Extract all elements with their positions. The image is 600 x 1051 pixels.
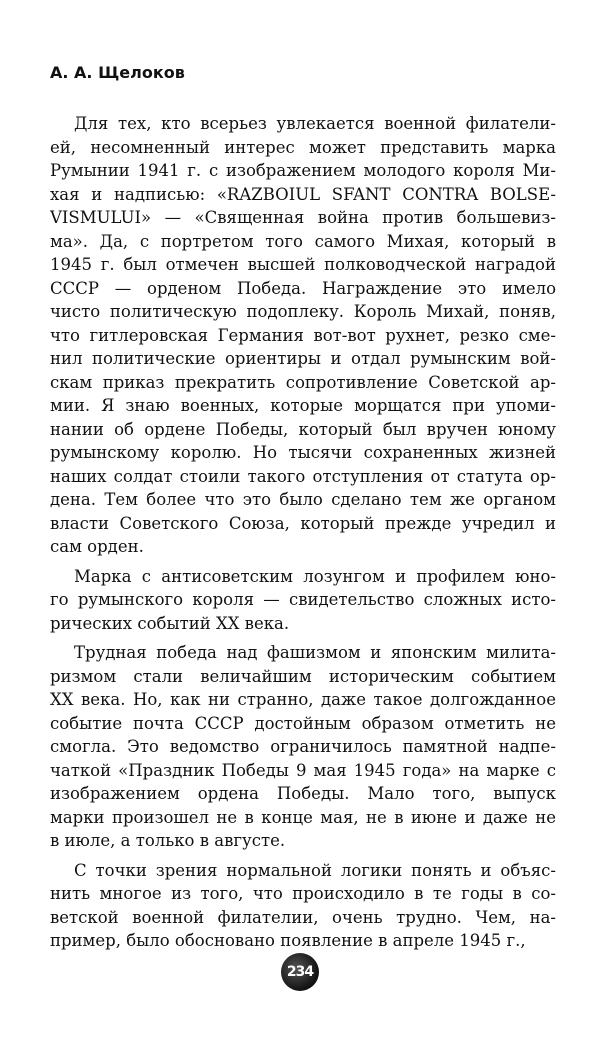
text-line: СССР — орденом Победа. Награждение это имело	[50, 278, 556, 298]
running-header-author: А. А. Щелоков	[50, 63, 185, 82]
text-line: нить многое из того, что происходило в те годы в со-	[50, 884, 556, 903]
text-line: го румынского короля — свидетельство сложных исто-	[50, 590, 556, 609]
text-line: чаткой «Праздник Победы 9 мая 1945 года» на марке с	[50, 760, 556, 780]
text-line: смогла. Это ведомство ограничилось памятной надпе-	[50, 737, 556, 756]
text-line: нил политические ориентиры и отдал румынским вой-	[50, 349, 556, 368]
text-line: хая и надписью: «RAZBOIUL SFANT CONTRA BOLSE-	[50, 184, 556, 204]
text-line: чисто политическую подоплеку. Король Михай, поняв,	[50, 302, 556, 321]
text-line: пример, было обосновано появление в апреле 1945 г.,	[50, 931, 526, 950]
text-line: ризмом стали величайшим историческим событием	[50, 666, 556, 686]
text-line: Для тех, кто всерьез увлекается военной филатели-	[74, 114, 556, 133]
text-line: VISMULUI» — «Священная война против большевиз-	[50, 208, 556, 227]
text-line: наших солдат стоили такого отступления от статута ор-	[50, 466, 556, 486]
text-line: 1945 г. был отмечен высшей полководческой наградой	[50, 255, 556, 274]
text-line: мии. Я знаю военных, которые морщатся при упоми-	[50, 396, 556, 415]
paragraph	[50, 112, 556, 559]
text-line: Румынии 1941 г. с изображением молодого короля Ми-	[50, 161, 556, 180]
paragraph	[50, 641, 556, 853]
text-line: румынскому королю. Но тысячи сохраненных жизней	[50, 443, 556, 462]
text-line: событие почта СССР достойным образом отметить не	[50, 713, 556, 733]
text-line: изображением ордена Победы. Мало того, выпуск	[50, 784, 556, 803]
paragraph	[50, 565, 556, 636]
text-line: марки произошел не в конце мая, не в июне и даже не	[50, 807, 556, 827]
text-line: ветской военной филателии, очень трудно. Чем, на-	[50, 907, 556, 927]
text-line: Трудная победа над фашизмом и японским милита-	[74, 643, 556, 662]
text-line: ей, несомненный интерес может представить марка	[50, 137, 556, 157]
text-line: С точки зрения нормальной логики понять и объяс-	[74, 860, 556, 880]
page-number: 234	[281, 953, 319, 991]
text-line: скам приказ прекратить сопротивление Советской ар-	[50, 372, 556, 392]
text-line: нании об ордене Победы, который был вручен юному	[50, 419, 556, 439]
text-line: в июле, а только в августе.	[50, 831, 286, 850]
text-line: что гитлеровская Германия вот-вот рухнет, резко сме-	[50, 325, 556, 345]
text-line: власти Советского Союза, который прежде учредил и	[50, 513, 556, 533]
text-line: Марка с антисоветским лозунгом и профилем юно-	[74, 566, 556, 586]
paragraph	[50, 859, 556, 953]
text-line: ма». Да, с портретом того самого Михая, который в	[50, 231, 556, 251]
body-text	[50, 112, 556, 959]
text-line: XX века. Но, как ни странно, даже такое долгожданное	[50, 690, 556, 709]
text-line: дена. Тем более что это было сделано тем же органом	[50, 490, 556, 509]
text-line: рических событий XX века.	[50, 613, 290, 633]
text-line: сам орден.	[50, 537, 144, 556]
